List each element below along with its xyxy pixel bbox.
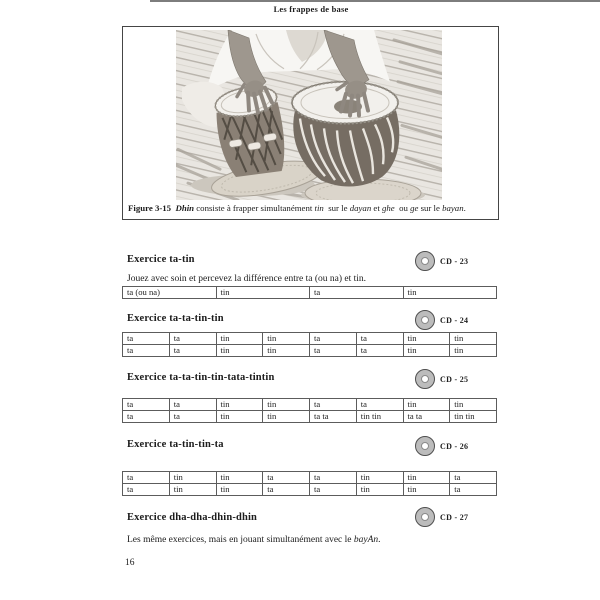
cd-badge-4	[415, 436, 468, 456]
bol-cell: ta	[310, 472, 357, 484]
bol-row	[123, 484, 497, 496]
bol-cell: ta	[356, 345, 403, 357]
bol-cell: tin	[450, 399, 497, 411]
cd-disc-icon	[415, 436, 435, 456]
bol-cell: tin	[216, 345, 263, 357]
page-header: Les frappes de base	[273, 4, 349, 14]
cd-disc-icon	[415, 310, 435, 330]
page-number: 16	[125, 558, 135, 568]
bol-cell: ta	[169, 345, 216, 357]
cd-disc-icon	[415, 251, 435, 271]
bol-cell: ta ta	[403, 411, 450, 423]
bol-cell: tin	[263, 411, 310, 423]
text-segment: Figure 3-15	[128, 203, 176, 213]
cd-hole	[421, 442, 429, 450]
bol-cell: ta	[356, 399, 403, 411]
text-segment: .	[378, 535, 381, 545]
bol-cell: ta	[450, 484, 497, 496]
bol-cell: tin	[403, 333, 450, 345]
exercise-note-5	[127, 535, 381, 545]
bol-cell: ta	[169, 399, 216, 411]
bol-row	[123, 411, 497, 423]
bol-cell: tin	[356, 472, 403, 484]
text-segment: bayan	[442, 203, 464, 213]
bol-cell: ta	[123, 399, 170, 411]
bol-table-1	[122, 286, 497, 299]
cd-hole	[421, 375, 429, 383]
bol-cell: tin	[403, 287, 497, 299]
cd-hole	[421, 257, 429, 265]
text-segment: Les même exercices, mais en jouant simultanément avec le	[127, 535, 354, 545]
bol-cell: ta	[310, 345, 357, 357]
cd-badge-3	[415, 369, 468, 389]
bol-cell: tin	[356, 484, 403, 496]
text-segment: ge	[410, 203, 419, 213]
bol-cell: tin	[450, 333, 497, 345]
bol-cell: tin tin	[450, 411, 497, 423]
text-segment: et	[371, 203, 382, 213]
text-segment: sur le	[323, 203, 350, 213]
exercise-title-5: Exercice dha-dha-dhin-dhin	[127, 512, 258, 523]
bol-cell: tin	[216, 287, 310, 299]
cd-label: CD - 26	[440, 441, 469, 451]
tabla-photo	[176, 30, 442, 200]
bol-row	[123, 472, 497, 484]
cd-disc-icon	[415, 369, 435, 389]
bol-cell: tin	[169, 472, 216, 484]
bol-cell: tin	[216, 411, 263, 423]
cd-label: CD - 25	[440, 374, 469, 384]
text-segment: Jouez avec soin et percevez la différence entre ta (ou na) et tin.	[127, 274, 367, 284]
bol-cell: ta	[310, 333, 357, 345]
bol-row	[123, 345, 497, 357]
text-segment: dayan	[349, 203, 372, 213]
bol-cell: ta	[450, 472, 497, 484]
cd-badge-1	[415, 251, 468, 271]
bol-cell: ta	[263, 472, 310, 484]
cd-badge-5	[415, 507, 468, 527]
bol-cell: ta (ou na)	[123, 287, 217, 299]
bol-cell: tin	[263, 345, 310, 357]
bol-cell: tin	[403, 472, 450, 484]
bol-cell: ta	[123, 484, 170, 496]
bol-cell: tin	[403, 399, 450, 411]
cd-label: CD - 24	[440, 315, 469, 325]
cd-disc-icon	[415, 507, 435, 527]
exercise-title-2: Exercice ta-ta-tin-tin	[127, 313, 224, 324]
cd-badge-2	[415, 310, 468, 330]
bol-cell: ta	[169, 411, 216, 423]
exercise-title-1: Exercice ta-tin	[127, 254, 195, 265]
exercise-title-4: Exercice ta-tin-tin-ta	[127, 439, 224, 450]
bol-cell: ta	[123, 411, 170, 423]
bol-cell: tin	[263, 333, 310, 345]
bol-cell: tin	[450, 345, 497, 357]
bol-row	[123, 399, 497, 411]
cd-hole	[421, 316, 429, 324]
text-segment: ou	[394, 203, 411, 213]
figure-box	[122, 26, 499, 220]
bol-cell: ta	[310, 484, 357, 496]
bol-cell: tin	[216, 484, 263, 496]
bol-cell: ta	[310, 399, 357, 411]
exercise-title-3: Exercice ta-ta-tin-tin-tata-tintin	[127, 372, 275, 383]
text-segment: .	[463, 203, 466, 213]
bol-cell: tin	[169, 484, 216, 496]
bol-cell: ta ta	[310, 411, 357, 423]
bol-cell: ta	[356, 333, 403, 345]
bol-cell: ta	[123, 472, 170, 484]
text-segment: tin	[314, 203, 324, 213]
bol-cell: tin	[263, 399, 310, 411]
cd-label: CD - 23	[440, 256, 469, 266]
text-segment: Dhin	[175, 203, 195, 213]
text-segment: sur le	[418, 203, 443, 213]
figure-caption	[128, 203, 497, 213]
bol-cell: tin	[216, 472, 263, 484]
text-segment: ghe	[381, 203, 395, 213]
bol-cell: ta	[123, 345, 170, 357]
bol-table-3	[122, 398, 497, 423]
bol-table-4	[122, 471, 497, 496]
exercise-note-1	[127, 274, 366, 284]
bol-cell: tin tin	[356, 411, 403, 423]
bol-row	[123, 287, 497, 299]
bol-cell: ta	[169, 333, 216, 345]
bol-cell: tin	[216, 333, 263, 345]
bol-table-2	[122, 332, 497, 357]
bol-cell: tin	[403, 484, 450, 496]
bol-cell: ta	[123, 333, 170, 345]
bol-cell: tin	[403, 345, 450, 357]
bol-cell: tin	[216, 399, 263, 411]
bol-cell: ta	[310, 287, 404, 299]
content-column	[122, 0, 500, 600]
text-segment: consiste à frapper simultanément	[194, 203, 315, 213]
cd-hole	[421, 513, 429, 521]
cd-label: CD - 27	[440, 512, 469, 522]
bol-row	[123, 333, 497, 345]
bol-cell: ta	[263, 484, 310, 496]
text-segment: bayAn	[353, 535, 379, 545]
